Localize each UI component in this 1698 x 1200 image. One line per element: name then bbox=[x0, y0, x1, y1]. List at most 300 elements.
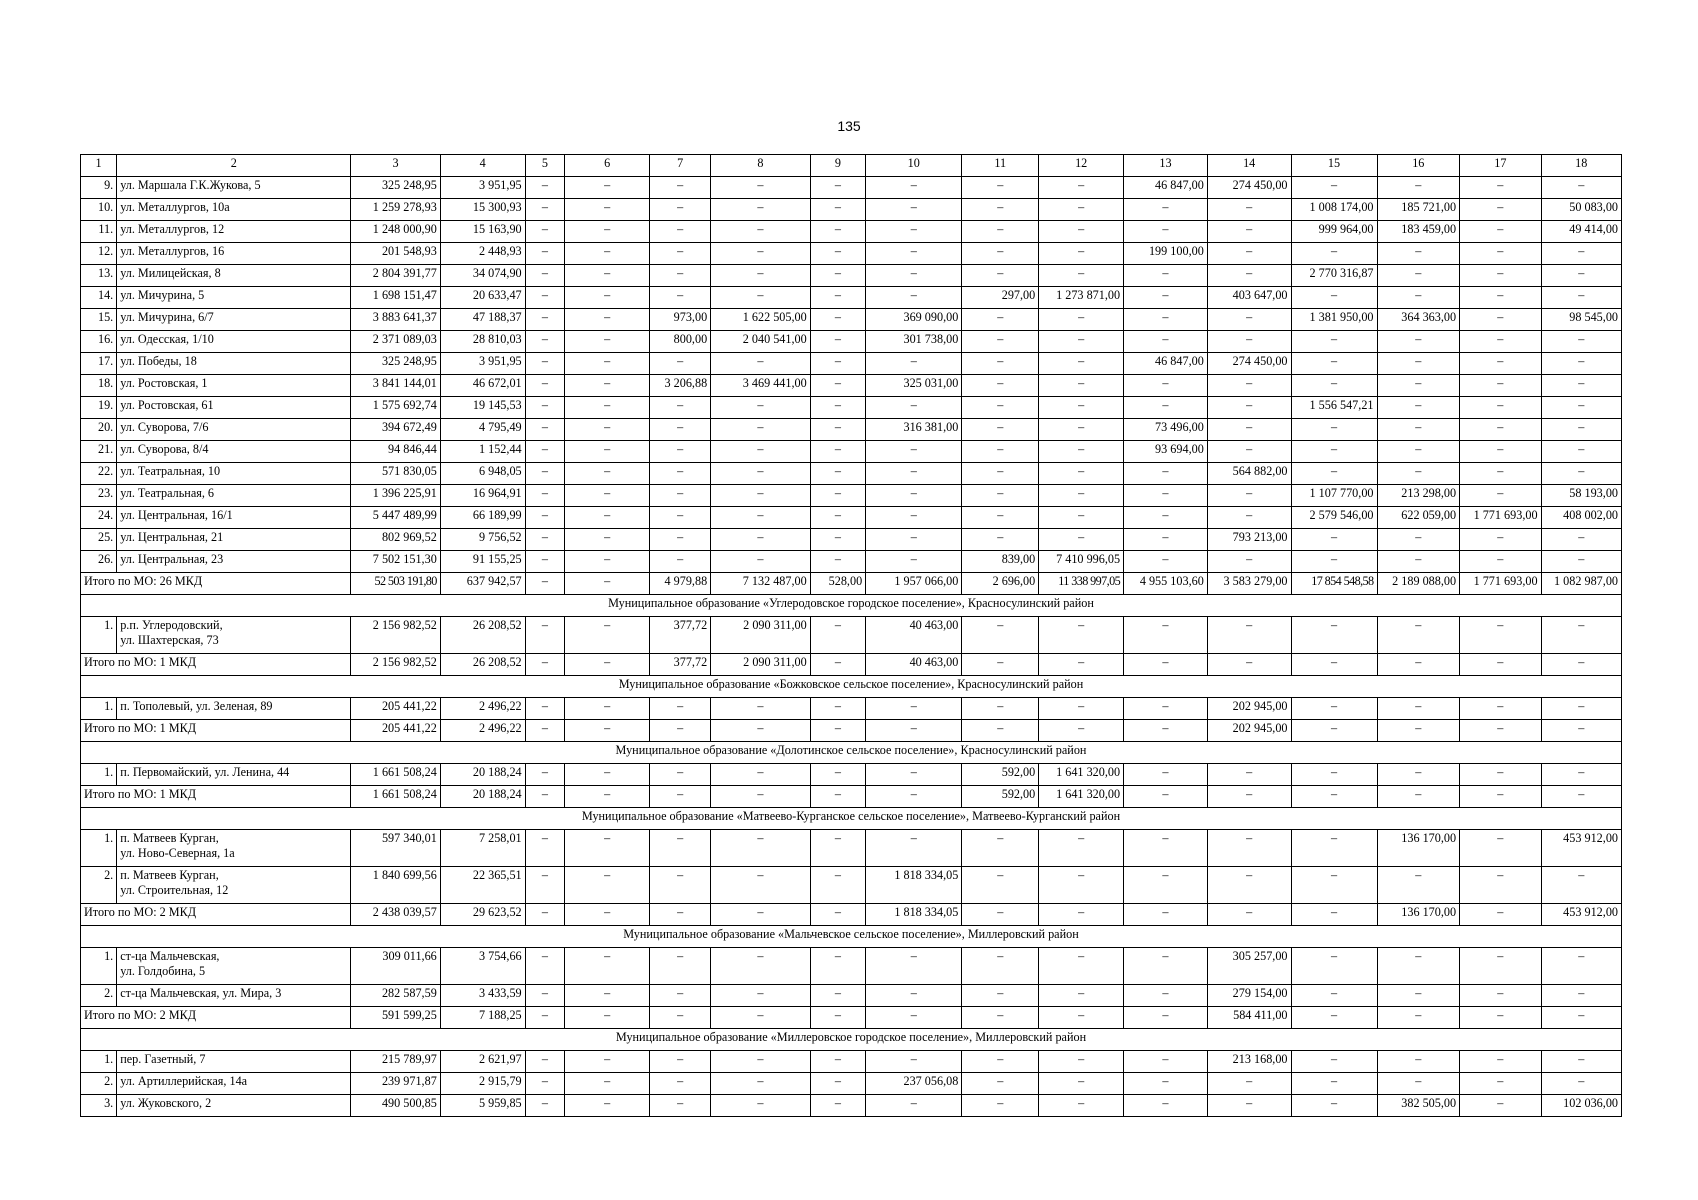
value-cell: 47 188,37 bbox=[440, 309, 525, 331]
value-cell: 15 163,90 bbox=[440, 221, 525, 243]
value-cell: – bbox=[1207, 397, 1291, 419]
value-cell: 2 496,22 bbox=[440, 720, 525, 742]
value-cell: – bbox=[525, 485, 565, 507]
column-header: 3 bbox=[351, 155, 440, 177]
value-cell: – bbox=[1039, 419, 1124, 441]
value-cell: 1 259 278,93 bbox=[351, 199, 440, 221]
value-cell: – bbox=[1124, 764, 1208, 786]
value-cell: 2 438 039,57 bbox=[351, 904, 440, 926]
value-cell: 98 545,00 bbox=[1541, 309, 1621, 331]
address-cell: ул. Жуковского, 2 bbox=[117, 1095, 351, 1117]
value-cell: 1 248 000,90 bbox=[351, 221, 440, 243]
value-cell: – bbox=[1207, 199, 1291, 221]
value-cell: – bbox=[711, 551, 811, 573]
value-cell: – bbox=[1291, 331, 1377, 353]
value-cell: – bbox=[565, 287, 650, 309]
row-number: 15. bbox=[81, 309, 117, 331]
value-cell: 453 912,00 bbox=[1541, 904, 1621, 926]
value-cell: – bbox=[1291, 786, 1377, 808]
value-cell: – bbox=[810, 764, 865, 786]
value-cell: – bbox=[650, 507, 711, 529]
value-cell: – bbox=[962, 397, 1039, 419]
value-cell: 369 090,00 bbox=[866, 309, 962, 331]
value-cell: – bbox=[1460, 786, 1541, 808]
value-cell: – bbox=[565, 830, 650, 867]
value-cell: – bbox=[1207, 375, 1291, 397]
value-cell: – bbox=[1377, 698, 1460, 720]
value-cell: – bbox=[866, 1051, 962, 1073]
row-number: 19. bbox=[81, 397, 117, 419]
row-number: 20. bbox=[81, 419, 117, 441]
value-cell: – bbox=[1124, 507, 1208, 529]
value-cell: – bbox=[1124, 786, 1208, 808]
value-cell: 408 002,00 bbox=[1541, 507, 1621, 529]
value-cell: 2 040 541,00 bbox=[711, 331, 811, 353]
value-cell: 1 107 770,00 bbox=[1291, 485, 1377, 507]
value-cell: – bbox=[810, 419, 865, 441]
value-cell: – bbox=[1039, 507, 1124, 529]
value-cell: 394 672,49 bbox=[351, 419, 440, 441]
row-number: 10. bbox=[81, 199, 117, 221]
value-cell: 201 548,93 bbox=[351, 243, 440, 265]
value-cell: 597 340,01 bbox=[351, 830, 440, 867]
value-cell: 3 951,95 bbox=[440, 353, 525, 375]
value-cell: 1 641 320,00 bbox=[1039, 764, 1124, 786]
value-cell: 274 450,00 bbox=[1207, 353, 1291, 375]
value-cell: 52 503 191,80 bbox=[351, 573, 440, 595]
value-cell: – bbox=[650, 1095, 711, 1117]
value-cell: – bbox=[565, 904, 650, 926]
value-cell: – bbox=[1039, 441, 1124, 463]
municipality-title: Муниципальное образование «Долотинское сельское поселение», Красносулинский район bbox=[81, 742, 1622, 764]
value-cell: – bbox=[1460, 419, 1541, 441]
value-cell: – bbox=[1039, 265, 1124, 287]
value-cell: 584 411,00 bbox=[1207, 1007, 1291, 1029]
value-cell: 93 694,00 bbox=[1124, 441, 1208, 463]
value-cell: – bbox=[1291, 698, 1377, 720]
value-cell: – bbox=[1541, 397, 1621, 419]
value-cell: – bbox=[810, 867, 865, 904]
value-cell: 26 208,52 bbox=[440, 654, 525, 676]
table-row bbox=[81, 1051, 1622, 1073]
value-cell: – bbox=[1377, 617, 1460, 654]
value-cell: 50 083,00 bbox=[1541, 199, 1621, 221]
table-row bbox=[81, 177, 1622, 199]
value-cell: – bbox=[810, 786, 865, 808]
value-cell: – bbox=[565, 654, 650, 676]
value-cell: 46 847,00 bbox=[1124, 353, 1208, 375]
value-cell: 199 100,00 bbox=[1124, 243, 1208, 265]
value-cell: – bbox=[1124, 867, 1208, 904]
row-number: 11. bbox=[81, 221, 117, 243]
value-cell: – bbox=[1460, 243, 1541, 265]
value-cell: – bbox=[962, 529, 1039, 551]
value-cell: 2 156 982,52 bbox=[351, 617, 440, 654]
value-cell: – bbox=[1039, 698, 1124, 720]
row-number: 22. bbox=[81, 463, 117, 485]
row-number: 2. bbox=[81, 985, 117, 1007]
address-cell: пер. Газетный, 7 bbox=[117, 1051, 351, 1073]
value-cell: – bbox=[525, 529, 565, 551]
value-cell: 839,00 bbox=[962, 551, 1039, 573]
value-cell: – bbox=[1541, 375, 1621, 397]
value-cell: – bbox=[1124, 463, 1208, 485]
address-cell: ул. Одесская, 1/10 bbox=[117, 331, 351, 353]
value-cell: – bbox=[1377, 1073, 1460, 1095]
value-cell: – bbox=[1039, 1095, 1124, 1117]
value-cell: – bbox=[1460, 287, 1541, 309]
value-cell: – bbox=[650, 867, 711, 904]
column-header: 11 bbox=[962, 155, 1039, 177]
value-cell: 403 647,00 bbox=[1207, 287, 1291, 309]
value-cell: 1 381 950,00 bbox=[1291, 309, 1377, 331]
table-row bbox=[81, 419, 1622, 441]
municipality-title: Муниципальное образование «Матвеево-Курганское сельское поселение», Матвеево-Курганский район bbox=[81, 808, 1622, 830]
value-cell: – bbox=[1291, 867, 1377, 904]
value-cell: 279 154,00 bbox=[1207, 985, 1291, 1007]
value-cell: – bbox=[650, 985, 711, 1007]
value-cell: – bbox=[810, 830, 865, 867]
value-cell: – bbox=[866, 441, 962, 463]
value-cell: – bbox=[711, 1073, 811, 1095]
value-cell: – bbox=[565, 985, 650, 1007]
value-cell: – bbox=[1207, 243, 1291, 265]
value-cell: – bbox=[866, 529, 962, 551]
value-cell: – bbox=[1039, 221, 1124, 243]
housing-repair-table bbox=[80, 154, 1622, 1117]
column-header: 12 bbox=[1039, 155, 1124, 177]
value-cell: 66 189,99 bbox=[440, 507, 525, 529]
value-cell: 1 622 505,00 bbox=[711, 309, 811, 331]
value-cell: 528,00 bbox=[810, 573, 865, 595]
value-cell: – bbox=[810, 720, 865, 742]
value-cell: 16 964,91 bbox=[440, 485, 525, 507]
value-cell: – bbox=[1207, 786, 1291, 808]
value-cell: – bbox=[711, 265, 811, 287]
column-header: 17 bbox=[1460, 155, 1541, 177]
page-number: 135 bbox=[837, 118, 861, 134]
value-cell: – bbox=[866, 698, 962, 720]
value-cell: – bbox=[1541, 720, 1621, 742]
value-cell: – bbox=[565, 353, 650, 375]
value-cell: – bbox=[1541, 698, 1621, 720]
value-cell: – bbox=[1377, 397, 1460, 419]
value-cell: – bbox=[866, 985, 962, 1007]
value-cell: – bbox=[1124, 375, 1208, 397]
value-cell: – bbox=[565, 419, 650, 441]
value-cell: – bbox=[565, 573, 650, 595]
value-cell: – bbox=[1541, 985, 1621, 1007]
value-cell: – bbox=[1460, 720, 1541, 742]
total-label: Итого по МО: 1 МКД bbox=[81, 654, 351, 676]
value-cell: – bbox=[1124, 617, 1208, 654]
value-cell: – bbox=[1377, 551, 1460, 573]
value-cell: – bbox=[810, 441, 865, 463]
value-cell: 3 754,66 bbox=[440, 948, 525, 985]
value-cell: 2 915,79 bbox=[440, 1073, 525, 1095]
total-label: Итого по МО: 2 МКД bbox=[81, 1007, 351, 1029]
value-cell: – bbox=[810, 1095, 865, 1117]
value-cell: – bbox=[1207, 551, 1291, 573]
section-header-row bbox=[81, 742, 1622, 764]
value-cell: – bbox=[1377, 375, 1460, 397]
value-cell: – bbox=[1377, 441, 1460, 463]
value-cell: – bbox=[1039, 830, 1124, 867]
value-cell: – bbox=[866, 720, 962, 742]
value-cell: 17 854 548,58 bbox=[1291, 573, 1377, 595]
value-cell: – bbox=[1207, 265, 1291, 287]
value-cell: – bbox=[1039, 948, 1124, 985]
total-label: Итого по МО: 26 МКД bbox=[81, 573, 351, 595]
value-cell: 2 189 088,00 bbox=[1377, 573, 1460, 595]
address-cell: ул. Суворова, 7/6 bbox=[117, 419, 351, 441]
value-cell: – bbox=[1377, 1007, 1460, 1029]
value-cell: – bbox=[711, 720, 811, 742]
value-cell: – bbox=[962, 221, 1039, 243]
value-cell: 2 696,00 bbox=[962, 573, 1039, 595]
value-cell: – bbox=[525, 573, 565, 595]
value-cell: 94 846,44 bbox=[351, 441, 440, 463]
value-cell: – bbox=[1291, 617, 1377, 654]
table-row bbox=[81, 265, 1622, 287]
value-cell: – bbox=[525, 463, 565, 485]
table-row bbox=[81, 243, 1622, 265]
value-cell: 4 955 103,60 bbox=[1124, 573, 1208, 595]
value-cell: 28 810,03 bbox=[440, 331, 525, 353]
value-cell: – bbox=[1460, 1051, 1541, 1073]
value-cell: – bbox=[711, 948, 811, 985]
value-cell: – bbox=[525, 353, 565, 375]
value-cell: 297,00 bbox=[962, 287, 1039, 309]
value-cell: – bbox=[962, 720, 1039, 742]
value-cell: – bbox=[866, 948, 962, 985]
value-cell: 136 170,00 bbox=[1377, 904, 1460, 926]
value-cell: – bbox=[962, 617, 1039, 654]
value-cell: – bbox=[1207, 309, 1291, 331]
value-cell: – bbox=[1377, 1051, 1460, 1073]
value-cell: – bbox=[1124, 485, 1208, 507]
value-cell: – bbox=[962, 463, 1039, 485]
value-cell: – bbox=[866, 397, 962, 419]
value-cell: – bbox=[1039, 353, 1124, 375]
value-cell: – bbox=[1377, 287, 1460, 309]
value-cell: – bbox=[1541, 287, 1621, 309]
value-cell: – bbox=[525, 786, 565, 808]
value-cell: – bbox=[866, 764, 962, 786]
value-cell: – bbox=[525, 265, 565, 287]
value-cell: – bbox=[565, 786, 650, 808]
value-cell: – bbox=[650, 287, 711, 309]
value-cell: 22 365,51 bbox=[440, 867, 525, 904]
value-cell: – bbox=[1541, 177, 1621, 199]
value-cell: 1 273 871,00 bbox=[1039, 287, 1124, 309]
value-cell: – bbox=[525, 507, 565, 529]
value-cell: – bbox=[1291, 463, 1377, 485]
address-cell: ул. Мичурина, 5 bbox=[117, 287, 351, 309]
value-cell: – bbox=[1124, 287, 1208, 309]
value-cell: – bbox=[1039, 375, 1124, 397]
value-cell: – bbox=[866, 1007, 962, 1029]
address-cell: п. Матвеев Курган, ул. Строительная, 12 bbox=[117, 867, 351, 904]
value-cell: – bbox=[711, 985, 811, 1007]
value-cell: – bbox=[1039, 199, 1124, 221]
table-row bbox=[81, 617, 1622, 654]
value-cell: 185 721,00 bbox=[1377, 199, 1460, 221]
value-cell: 564 882,00 bbox=[1207, 463, 1291, 485]
address-cell: ул. Маршала Г.К.Жукова, 5 bbox=[117, 177, 351, 199]
value-cell: – bbox=[810, 617, 865, 654]
value-cell: 800,00 bbox=[650, 331, 711, 353]
value-cell: – bbox=[711, 485, 811, 507]
value-cell: 592,00 bbox=[962, 764, 1039, 786]
column-header: 9 bbox=[810, 155, 865, 177]
value-cell: 5 959,85 bbox=[440, 1095, 525, 1117]
value-cell: – bbox=[962, 243, 1039, 265]
value-cell: 46 847,00 bbox=[1124, 177, 1208, 199]
value-cell: – bbox=[525, 419, 565, 441]
value-cell: – bbox=[650, 830, 711, 867]
value-cell: – bbox=[1541, 764, 1621, 786]
value-cell: 1 082 987,00 bbox=[1541, 573, 1621, 595]
address-cell: ул. Театральная, 6 bbox=[117, 485, 351, 507]
value-cell: 1 661 508,24 bbox=[351, 786, 440, 808]
value-cell: – bbox=[565, 199, 650, 221]
value-cell: – bbox=[565, 948, 650, 985]
value-cell: – bbox=[1377, 353, 1460, 375]
value-cell: – bbox=[810, 529, 865, 551]
value-cell: – bbox=[1541, 1051, 1621, 1073]
value-cell: – bbox=[1460, 199, 1541, 221]
value-cell: – bbox=[1039, 1073, 1124, 1095]
value-cell: – bbox=[1291, 1051, 1377, 1073]
value-cell: – bbox=[1039, 1051, 1124, 1073]
value-cell: – bbox=[1291, 375, 1377, 397]
value-cell: 7 258,01 bbox=[440, 830, 525, 867]
value-cell: 20 633,47 bbox=[440, 287, 525, 309]
address-cell: ул. Металлургов, 12 bbox=[117, 221, 351, 243]
value-cell: – bbox=[1377, 720, 1460, 742]
value-cell: – bbox=[650, 1073, 711, 1095]
value-cell: – bbox=[866, 199, 962, 221]
value-cell: – bbox=[1541, 463, 1621, 485]
value-cell: 19 145,53 bbox=[440, 397, 525, 419]
value-cell: – bbox=[1039, 654, 1124, 676]
value-cell: – bbox=[525, 309, 565, 331]
column-header: 10 bbox=[866, 155, 962, 177]
address-cell: ул. Центральная, 21 bbox=[117, 529, 351, 551]
value-cell: – bbox=[565, 867, 650, 904]
value-cell: – bbox=[1541, 529, 1621, 551]
row-number: 1. bbox=[81, 698, 117, 720]
value-cell: – bbox=[1207, 617, 1291, 654]
value-cell: – bbox=[962, 1051, 1039, 1073]
value-cell: 1 008 174,00 bbox=[1291, 199, 1377, 221]
row-number: 1. bbox=[81, 1051, 117, 1073]
value-cell: – bbox=[962, 867, 1039, 904]
value-cell: – bbox=[1460, 221, 1541, 243]
total-label: Итого по МО: 1 МКД bbox=[81, 720, 351, 742]
value-cell: – bbox=[1291, 419, 1377, 441]
value-cell: – bbox=[810, 485, 865, 507]
value-cell: – bbox=[810, 177, 865, 199]
value-cell: 6 948,05 bbox=[440, 463, 525, 485]
value-cell: – bbox=[810, 1007, 865, 1029]
table-row bbox=[81, 199, 1622, 221]
total-row bbox=[81, 904, 1622, 926]
value-cell: 20 188,24 bbox=[440, 786, 525, 808]
value-cell: – bbox=[1460, 331, 1541, 353]
value-cell: 364 363,00 bbox=[1377, 309, 1460, 331]
value-cell: – bbox=[650, 353, 711, 375]
table-row bbox=[81, 867, 1622, 904]
value-cell: 592,00 bbox=[962, 786, 1039, 808]
value-cell: – bbox=[962, 375, 1039, 397]
value-cell: – bbox=[711, 764, 811, 786]
table-body bbox=[81, 155, 1622, 1117]
value-cell: – bbox=[650, 397, 711, 419]
row-number: 26. bbox=[81, 551, 117, 573]
value-cell: 282 587,59 bbox=[351, 985, 440, 1007]
value-cell: – bbox=[1207, 419, 1291, 441]
value-cell: – bbox=[565, 764, 650, 786]
row-number: 1. bbox=[81, 617, 117, 654]
value-cell: – bbox=[1291, 764, 1377, 786]
value-cell: 29 623,52 bbox=[440, 904, 525, 926]
column-header: 13 bbox=[1124, 155, 1208, 177]
address-cell: ул. Милицейская, 8 bbox=[117, 265, 351, 287]
value-cell: 9 756,52 bbox=[440, 529, 525, 551]
value-cell: – bbox=[650, 698, 711, 720]
value-cell: – bbox=[525, 1051, 565, 1073]
value-cell: – bbox=[962, 353, 1039, 375]
value-cell: – bbox=[810, 463, 865, 485]
row-number: 2. bbox=[81, 1073, 117, 1095]
value-cell: – bbox=[565, 1095, 650, 1117]
value-cell: – bbox=[650, 243, 711, 265]
value-cell: – bbox=[1541, 331, 1621, 353]
value-cell: – bbox=[711, 243, 811, 265]
value-cell: – bbox=[1460, 529, 1541, 551]
value-cell: – bbox=[1124, 397, 1208, 419]
value-cell: – bbox=[525, 1073, 565, 1095]
value-cell: 274 450,00 bbox=[1207, 177, 1291, 199]
value-cell: – bbox=[1124, 830, 1208, 867]
address-cell: ст-ца Мальчевская, ул. Мира, 3 bbox=[117, 985, 351, 1007]
value-cell: – bbox=[810, 353, 865, 375]
section-header-row bbox=[81, 676, 1622, 698]
value-cell: – bbox=[1207, 904, 1291, 926]
value-cell: – bbox=[1541, 243, 1621, 265]
value-cell: – bbox=[1039, 867, 1124, 904]
value-cell: – bbox=[1207, 867, 1291, 904]
value-cell: – bbox=[1291, 1095, 1377, 1117]
total-label: Итого по МО: 1 МКД bbox=[81, 786, 351, 808]
value-cell: – bbox=[810, 397, 865, 419]
value-cell: – bbox=[962, 199, 1039, 221]
value-cell: – bbox=[962, 331, 1039, 353]
row-number: 3. bbox=[81, 1095, 117, 1117]
row-number: 2. bbox=[81, 867, 117, 904]
value-cell: – bbox=[962, 1095, 1039, 1117]
value-cell: 102 036,00 bbox=[1541, 1095, 1621, 1117]
value-cell: – bbox=[810, 507, 865, 529]
value-cell: – bbox=[1460, 904, 1541, 926]
value-cell: – bbox=[1460, 353, 1541, 375]
value-cell: 73 496,00 bbox=[1124, 419, 1208, 441]
value-cell: 15 300,93 bbox=[440, 199, 525, 221]
value-cell: 11 338 997,05 bbox=[1039, 573, 1124, 595]
value-cell: 3 841 144,01 bbox=[351, 375, 440, 397]
